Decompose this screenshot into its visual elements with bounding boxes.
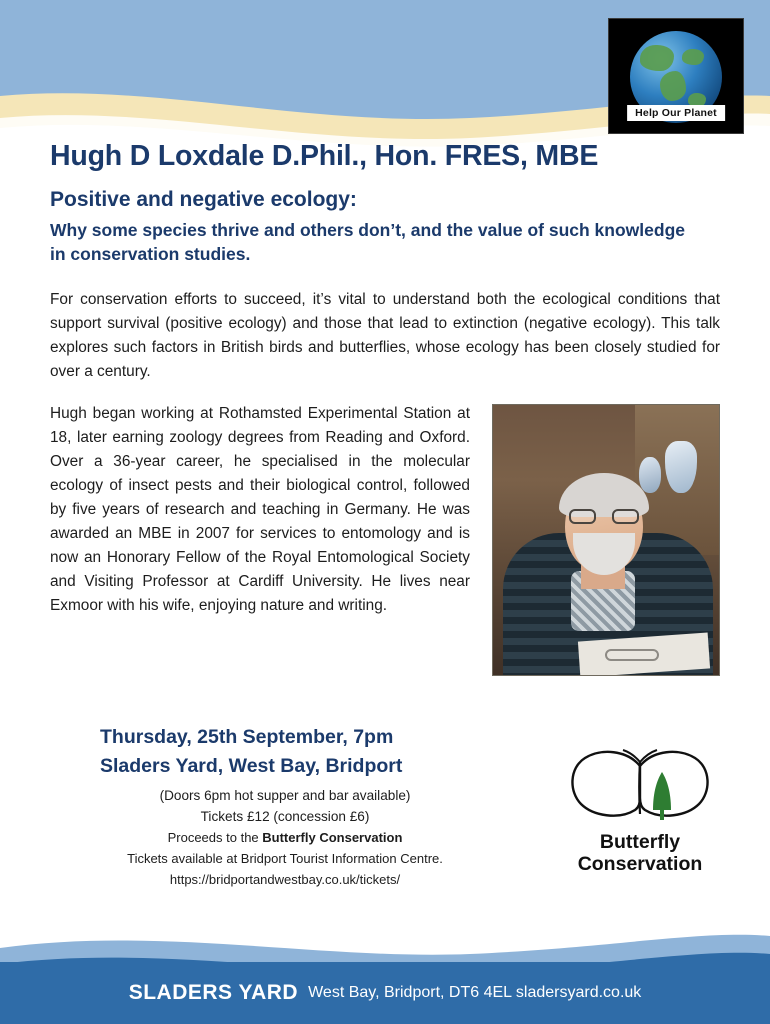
footer-address: West Bay, Bridport, DT6 4EL sladersyard.co.uk bbox=[308, 984, 642, 1001]
globe-label: Help Our Planet bbox=[627, 105, 725, 121]
bio-row bbox=[50, 402, 720, 692]
event-tickets-where: Tickets available at Bridport Tourist Information Centre. bbox=[127, 851, 443, 866]
bc-line2: Conservation bbox=[577, 853, 703, 876]
bc-line1: Butterfly bbox=[599, 831, 681, 853]
help-our-planet-logo bbox=[608, 18, 744, 134]
event-doors: (Doors 6pm hot supper and bar available) bbox=[159, 788, 411, 803]
footer-wave bbox=[0, 914, 770, 1024]
proceeds-charity: Butterfly Conservation bbox=[262, 830, 403, 845]
tickets-url[interactable]: https://bridportandwestbay.co.uk/tickets/ bbox=[169, 872, 401, 887]
proceeds-prefix: Proceeds to the bbox=[167, 830, 263, 845]
event-proceeds bbox=[50, 830, 520, 845]
speaker-bio: Hugh began working at Rothamsted Experimental Station at 18, later earning zoology degrees from Reading and Oxford. Over a 36-year career, he specialised in the molecular ecology of insect pests and their biological control, followed by five years of research and teaching in Germany. He was awarded an MBE in 2007 for services to entomology and is now an Honorary Fellow of the Royal Entomological Society and Visiting Professor at Cardiff University. He lives near Exmoor with his wife, enjoying nature and writing. bbox=[50, 405, 470, 614]
main-content bbox=[0, 140, 770, 692]
top-banner bbox=[0, 0, 770, 150]
event-venue: Sladers Yard, West Bay, Bridport bbox=[100, 755, 403, 777]
footer-bar bbox=[0, 962, 770, 1024]
butterfly-icon bbox=[565, 748, 715, 830]
speaker-name: Hugh D Loxdale D.Phil., Hon. FRES, MBE bbox=[50, 140, 599, 172]
talk-abstract: For conservation efforts to succeed, it’s vital to understand both the ecological conditions that support survival (positive ecology) and those that lead to extinction (negative ecology). This talk explores such factors in British birds and butterflies, whose ecology has been closely studied for over a century. bbox=[50, 291, 720, 381]
talk-subtitle: Why some species thrive and others don’t, and the value of such knowledge in conservation studies. bbox=[50, 219, 685, 264]
footer-venue-name: SLADERS YARD bbox=[128, 981, 299, 1004]
butterfly-conservation-logo bbox=[556, 748, 724, 875]
speaker-portrait bbox=[492, 404, 720, 676]
event-ticket-price: Tickets £12 (concession £6) bbox=[200, 809, 370, 824]
event-date-time: Thursday, 25th September, 7pm bbox=[100, 726, 394, 748]
talk-title: Positive and negative ecology: bbox=[50, 187, 357, 211]
